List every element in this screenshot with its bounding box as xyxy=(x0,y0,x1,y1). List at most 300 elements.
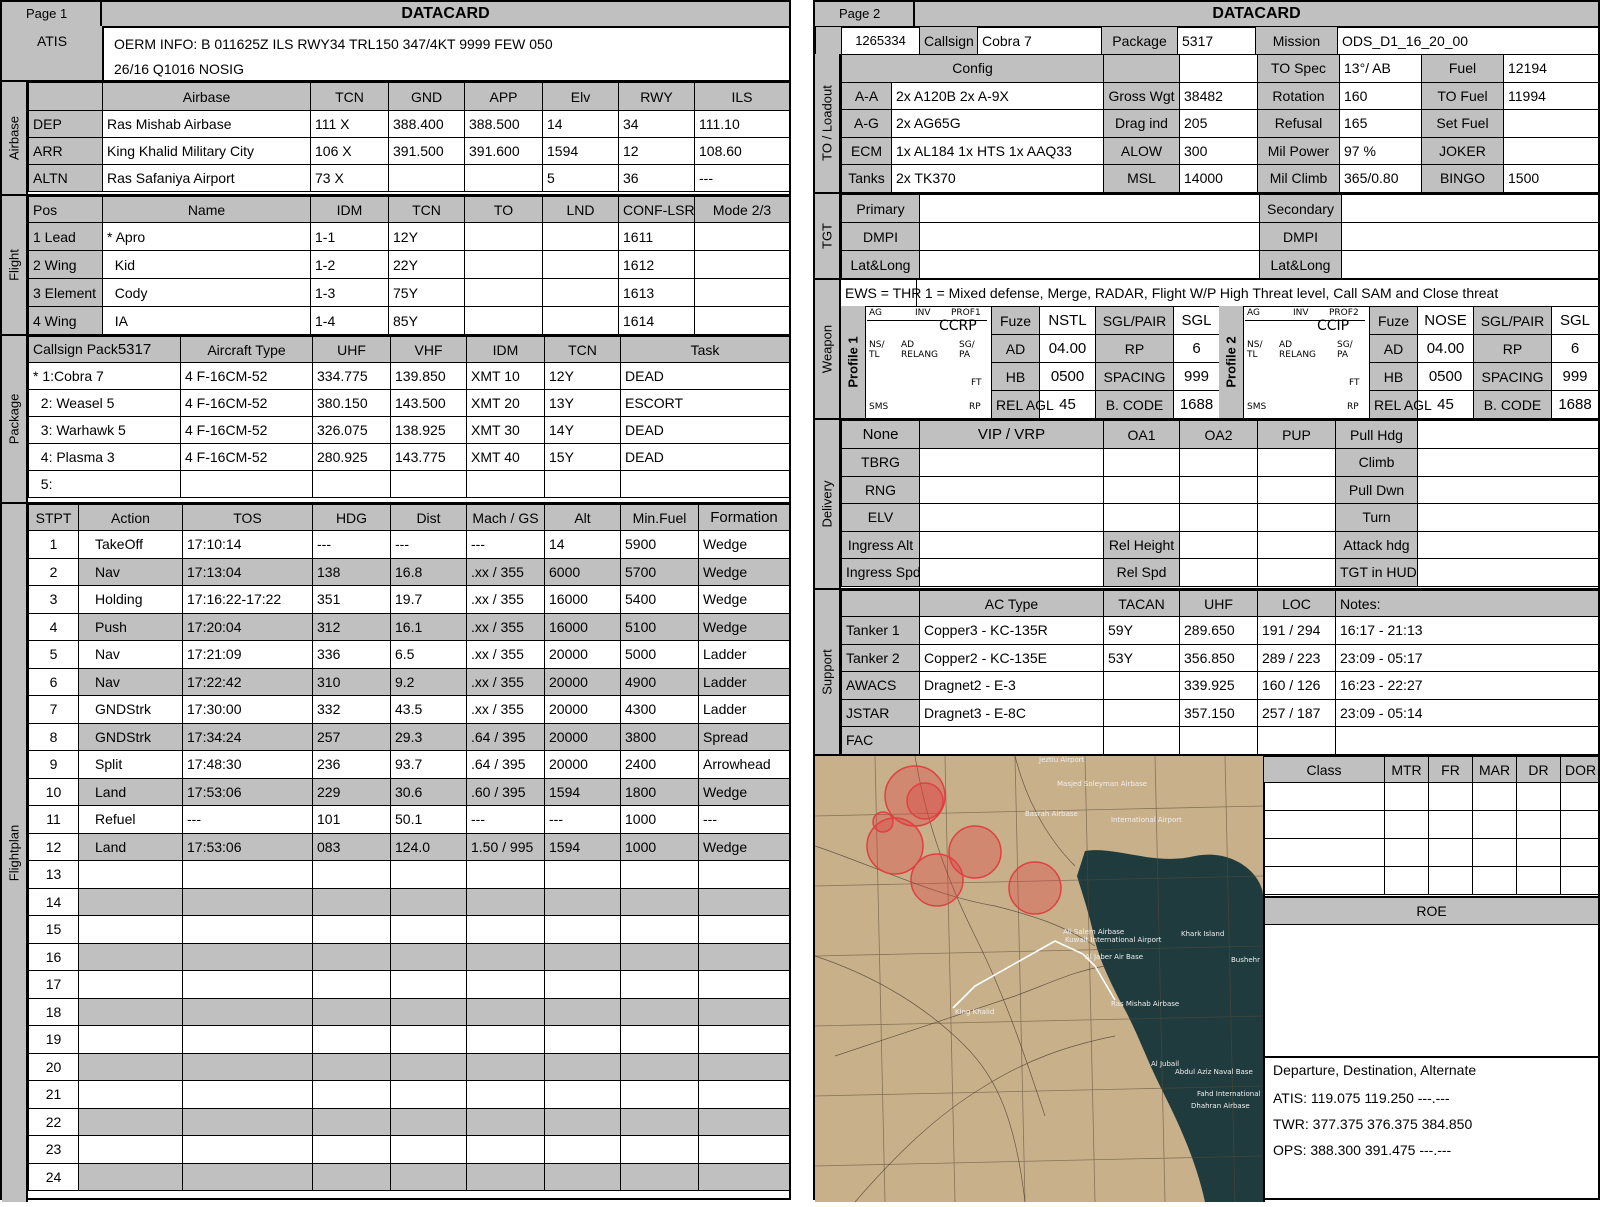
mfd-text-tr: PROF1 xyxy=(951,308,981,318)
table-cell xyxy=(79,1108,183,1136)
table-cell xyxy=(391,1053,467,1081)
table-cell: Ladder xyxy=(699,696,790,724)
table-cell: 4 F-16CM-52 xyxy=(181,363,313,390)
table-cell: 289 / 223 xyxy=(1258,644,1336,672)
loadout-side-text: TO / Loadout xyxy=(819,85,835,161)
table-cell: 16.1 xyxy=(391,613,467,641)
table-cell xyxy=(313,1053,391,1081)
table-cell xyxy=(699,998,790,1026)
table-cell xyxy=(79,1081,183,1109)
mfd-text-r1: SG/ xyxy=(959,340,975,350)
mfd-text-sms: SMS xyxy=(1247,402,1267,412)
table-cell xyxy=(313,943,391,971)
blank-cell xyxy=(1473,839,1517,867)
table-cell: --- xyxy=(695,165,790,192)
table-cell: 351 xyxy=(313,586,391,614)
table-row xyxy=(1370,391,1599,419)
table-cell: ARR xyxy=(29,138,103,165)
blank-cell xyxy=(1180,531,1258,559)
column-header: LOC xyxy=(1258,591,1336,617)
table-cell xyxy=(1104,699,1180,727)
table-row xyxy=(842,165,1599,193)
table-cell xyxy=(391,916,467,944)
column-header: TCN xyxy=(389,197,465,223)
blank-cell xyxy=(1258,531,1336,559)
table-cell: 5: xyxy=(29,471,181,498)
table-row xyxy=(992,307,1220,335)
table-cell: 16.8 xyxy=(391,558,467,586)
table-row xyxy=(842,82,1599,110)
table-row xyxy=(842,531,1599,559)
bcode-label: B. CODE xyxy=(1474,391,1552,419)
table-cell: Push xyxy=(79,613,183,641)
mission-id: 1265334 xyxy=(842,27,920,55)
table-cell: 9 xyxy=(29,751,79,779)
table-cell: DEAD xyxy=(621,363,790,390)
table-row xyxy=(29,1053,790,1081)
table-cell: 391.500 xyxy=(389,138,465,165)
column-header: Elv xyxy=(543,83,619,111)
support-side-text: Support xyxy=(819,649,835,695)
profile-label-text: Profile 2 xyxy=(1223,336,1239,388)
table-cell: 4300 xyxy=(621,696,699,724)
map-label: Al Jaber Air Base xyxy=(1085,953,1144,961)
map-label: Ras Mishab Airbase xyxy=(1111,1000,1180,1008)
table-cell: 1000 xyxy=(621,806,699,834)
table-cell: 93.7 xyxy=(391,751,467,779)
delivery-row-label: RNG xyxy=(842,476,920,504)
blank-cell xyxy=(1258,559,1336,587)
table-cell: MSL xyxy=(1104,165,1180,193)
table-cell: 2400 xyxy=(621,751,699,779)
table-cell: 229 xyxy=(313,778,391,806)
table-cell: Wedge xyxy=(699,586,790,614)
table-cell: 15 xyxy=(29,916,79,944)
table-cell: 12 xyxy=(29,833,79,861)
profile-1 xyxy=(841,306,1219,418)
table-cell: 160 xyxy=(1340,82,1422,110)
table-cell: Tanker 1 xyxy=(842,617,920,645)
table-cell xyxy=(699,1163,790,1191)
sglpair-label: SGL/PAIR xyxy=(1096,307,1174,335)
table-cell: Tanker 2 xyxy=(842,644,920,672)
table-cell: 13°/ AB xyxy=(1340,55,1422,83)
table-cell xyxy=(391,943,467,971)
table-row xyxy=(29,861,790,889)
table-cell: Wedge xyxy=(699,613,790,641)
table-cell: 20000 xyxy=(545,668,621,696)
atis-line-1: OERM INFO: B 011625Z ILS RWY34 TRL150 347/4KT 9999 FEW 050 xyxy=(114,36,553,52)
table-row xyxy=(1264,783,1599,811)
table-cell: Copper3 - KC-135R xyxy=(920,617,1104,645)
hb-value: 0500 xyxy=(1040,363,1096,391)
delivery-table xyxy=(841,420,1599,587)
callsign-pack-label: Callsign Pack xyxy=(33,341,118,357)
table-cell xyxy=(313,998,391,1026)
table-cell: Holding xyxy=(79,586,183,614)
table-cell: 10 xyxy=(29,778,79,806)
table-cell: 16000 xyxy=(545,613,621,641)
atis-line-2: 26/16 Q1016 NOSIG xyxy=(114,61,244,77)
table-cell: FAC xyxy=(842,727,920,755)
table-cell: 20000 xyxy=(545,723,621,751)
table-cell: Ladder xyxy=(699,668,790,696)
delivery-right-label: Turn xyxy=(1336,504,1418,532)
blank-cell xyxy=(1180,504,1258,532)
table-cell xyxy=(1104,672,1180,700)
column-header: MTR xyxy=(1385,757,1429,783)
table-cell xyxy=(313,1081,391,1109)
table-cell xyxy=(183,1136,313,1164)
profile-label xyxy=(1219,306,1244,418)
table-cell: * Apro xyxy=(103,223,311,251)
mfd-rule xyxy=(867,320,987,322)
tgt-side-text: TGT xyxy=(819,223,835,249)
table-cell xyxy=(391,998,467,1026)
table-cell xyxy=(1180,727,1258,755)
table-cell xyxy=(313,1108,391,1136)
table-cell: 50.1 xyxy=(391,806,467,834)
package-label: Package xyxy=(1102,27,1178,55)
table-header-row xyxy=(29,83,790,111)
table-cell: 1-1 xyxy=(311,223,389,251)
table-cell xyxy=(467,861,545,889)
table-header-row xyxy=(842,591,1599,617)
table-cell: .xx / 355 xyxy=(467,696,545,724)
table-cell: Land xyxy=(79,833,183,861)
flight-section xyxy=(2,196,789,336)
table-cell: 23:09 - 05:17 xyxy=(1336,644,1599,672)
table-cell xyxy=(621,888,699,916)
table-cell: 38482 xyxy=(1180,82,1258,110)
table-cell: 21 xyxy=(29,1081,79,1109)
table-cell: 5 xyxy=(29,641,79,669)
table-cell: 34 xyxy=(619,111,695,138)
mfd-text-l1: NS/ xyxy=(869,340,885,350)
table-cell xyxy=(183,1026,313,1054)
table-row xyxy=(29,806,790,834)
table-cell: GNDStrk xyxy=(79,723,183,751)
blank-cell xyxy=(1418,449,1599,477)
package-side-label xyxy=(2,336,28,502)
page-label: Page 2 xyxy=(815,2,915,26)
spacing-label: SPACING xyxy=(1474,363,1552,391)
table-cell xyxy=(467,1053,545,1081)
table-cell: .xx / 355 xyxy=(467,641,545,669)
blank-cell xyxy=(1264,839,1385,867)
table-cell: ALOW xyxy=(1104,137,1180,165)
table-cell xyxy=(695,307,790,335)
column-header: VHF xyxy=(391,337,467,363)
tgt-table xyxy=(841,194,1599,279)
table-row xyxy=(992,391,1220,419)
blank-cell xyxy=(1429,783,1473,811)
primary-label: Primary xyxy=(842,195,920,223)
table-cell: Ras Mishab Airbase xyxy=(103,111,311,138)
blank-cell xyxy=(1418,504,1599,532)
table-cell: --- xyxy=(313,531,391,559)
table-cell: 22 xyxy=(29,1108,79,1136)
table-cell: 380.150 xyxy=(313,390,391,417)
map-label: Khark Island xyxy=(1181,930,1225,938)
secondary-label: Secondary xyxy=(1260,195,1342,223)
table-cell: 101 xyxy=(313,806,391,834)
blank-cell xyxy=(1473,811,1517,839)
table-cell: 19.7 xyxy=(391,586,467,614)
delivery-side-label xyxy=(815,420,841,588)
table-cell: 5000 xyxy=(621,641,699,669)
table-cell: 1594 xyxy=(545,833,621,861)
delivery-row-label: TBRG xyxy=(842,449,920,477)
spacing-value: 999 xyxy=(1174,363,1220,391)
table-cell: XMT 40 xyxy=(467,444,545,471)
table-cell xyxy=(79,1136,183,1164)
table-cell xyxy=(699,1026,790,1054)
blank-cell xyxy=(920,531,1104,559)
table-cell: 17:30:00 xyxy=(183,696,313,724)
table-cell xyxy=(699,1053,790,1081)
table-cell: Refuel xyxy=(79,806,183,834)
table-cell: 391.600 xyxy=(465,138,543,165)
vip-label: VIP / VRP xyxy=(920,421,1104,449)
table-cell xyxy=(621,943,699,971)
column-header: Notes: xyxy=(1336,591,1599,617)
mission-id-table xyxy=(815,26,1599,55)
mfd-text-tm: INV xyxy=(915,308,931,318)
table-cell xyxy=(621,971,699,999)
table-cell: 3800 xyxy=(621,723,699,751)
table-cell xyxy=(465,279,543,307)
blank-cell xyxy=(1561,839,1599,867)
table-cell xyxy=(695,279,790,307)
table-cell: 14 xyxy=(545,531,621,559)
blank-cell xyxy=(816,27,842,55)
table-cell xyxy=(699,971,790,999)
table-cell: TakeOff xyxy=(79,531,183,559)
weapon-section xyxy=(815,280,1598,420)
table-header-row xyxy=(842,421,1599,449)
column-header xyxy=(842,591,920,617)
map-label: Masjed Soleyman Airbase xyxy=(1057,780,1148,788)
table-cell: 16:17 - 21:13 xyxy=(1336,617,1599,645)
blank-cell xyxy=(1258,449,1336,477)
dmpi-value xyxy=(920,223,1260,251)
mfd-display xyxy=(865,306,992,418)
config-label: Config xyxy=(842,55,1104,83)
tgt-side-label xyxy=(815,194,841,278)
table-cell xyxy=(313,471,391,498)
blank-cell xyxy=(1104,476,1180,504)
table-row xyxy=(29,971,790,999)
table-cell xyxy=(467,888,545,916)
table-cell xyxy=(545,888,621,916)
table-cell xyxy=(79,971,183,999)
table-cell: .xx / 355 xyxy=(467,613,545,641)
sglpair-label: SGL/PAIR xyxy=(1474,307,1552,335)
table-cell: 14Y xyxy=(545,417,621,444)
table-cell: 2x TK370 xyxy=(892,165,1104,193)
table-cell: 5400 xyxy=(621,586,699,614)
table-cell xyxy=(391,971,467,999)
table-row xyxy=(29,1081,790,1109)
ad-label: AD xyxy=(1370,335,1418,363)
table-cell: 5900 xyxy=(621,531,699,559)
table-cell xyxy=(699,916,790,944)
table-cell xyxy=(543,307,619,335)
mfd-text-r1: SG/ xyxy=(1337,340,1353,350)
rel-height-label: Rel Height xyxy=(1104,531,1180,559)
table-cell: 2 Wing xyxy=(29,251,103,279)
table-cell xyxy=(79,861,183,889)
column-header: Formation xyxy=(699,505,790,531)
dmpi-label-2: DMPI xyxy=(1260,223,1342,251)
table-cell xyxy=(183,1163,313,1191)
table-cell: 336 xyxy=(313,641,391,669)
column-header: STPT xyxy=(29,505,79,531)
column-header: UHF xyxy=(313,337,391,363)
table-cell xyxy=(1504,137,1599,165)
table-cell: 339.925 xyxy=(1180,672,1258,700)
column-header: IDM xyxy=(467,337,545,363)
column-header: TACAN xyxy=(1104,591,1180,617)
table-cell xyxy=(79,1026,183,1054)
table-cell: .64 / 395 xyxy=(467,751,545,779)
table-cell: 17:10:14 xyxy=(183,531,313,559)
map-label: Bushehr xyxy=(1231,956,1260,964)
table-cell: 14 xyxy=(543,111,619,138)
table-cell: 1800 xyxy=(621,778,699,806)
table-cell: 143.775 xyxy=(391,444,467,471)
table-cell: 106 X xyxy=(311,138,389,165)
table-cell: Drag ind xyxy=(1104,110,1180,138)
table-cell: 12 xyxy=(619,138,695,165)
table-row xyxy=(29,888,790,916)
table-cell xyxy=(621,1053,699,1081)
table-row xyxy=(29,1136,790,1164)
table-cell: Refusal xyxy=(1258,110,1340,138)
airbase-section xyxy=(2,82,789,196)
map-label: Ali Salem Airbase xyxy=(1063,928,1125,936)
table-cell: 59Y xyxy=(1104,617,1180,645)
map-label: Basrah Airbase xyxy=(1025,810,1078,818)
blank-cell xyxy=(1429,839,1473,867)
table-cell: .xx / 355 xyxy=(467,586,545,614)
delivery-right-label: Climb xyxy=(1336,449,1418,477)
blank-cell xyxy=(1104,55,1180,83)
table-cell: 1-2 xyxy=(311,251,389,279)
column-header: APP xyxy=(465,83,543,111)
table-cell: 236 xyxy=(313,751,391,779)
table-cell: Mil Power xyxy=(1258,137,1340,165)
table-cell xyxy=(183,998,313,1026)
table-cell: 19 xyxy=(29,1026,79,1054)
table-cell: TO Spec xyxy=(1258,55,1340,83)
table-cell: 1594 xyxy=(545,778,621,806)
hb-label: HB xyxy=(1370,363,1418,391)
frequency-notes xyxy=(1265,1056,1598,1198)
blank-cell xyxy=(1561,783,1599,811)
table-cell: Fuel xyxy=(1422,55,1504,83)
mfd-text-r2: PA xyxy=(1337,350,1349,360)
mfd-text-ft: FT xyxy=(1349,378,1360,388)
table-cell xyxy=(391,1026,467,1054)
table-row xyxy=(842,55,1599,83)
table-row xyxy=(29,833,790,861)
table-cell: 17:20:04 xyxy=(183,613,313,641)
blank-cell xyxy=(1385,783,1429,811)
table-cell xyxy=(467,1081,545,1109)
mfd-display xyxy=(1243,306,1370,418)
table-cell: Kid xyxy=(103,251,311,279)
table-cell: 20000 xyxy=(545,696,621,724)
map-label: Kuwait International Airport xyxy=(1065,936,1162,944)
callsign-value: Cobra 7 xyxy=(978,27,1102,55)
table-cell: 257 xyxy=(313,723,391,751)
table-cell xyxy=(545,861,621,889)
table-cell xyxy=(313,916,391,944)
mfd-text-sms: SMS xyxy=(869,402,889,412)
table-row xyxy=(842,449,1599,477)
table-cell xyxy=(467,943,545,971)
table-cell: 332 xyxy=(313,696,391,724)
table-cell: Tanks xyxy=(842,165,892,193)
table-cell: 9.2 xyxy=(391,668,467,696)
table-cell: 326.075 xyxy=(313,417,391,444)
table-cell: 2x AG65G xyxy=(892,110,1104,138)
table-cell xyxy=(545,1026,621,1054)
table-cell: 14 xyxy=(29,888,79,916)
table-cell xyxy=(545,1053,621,1081)
table-cell: 23:09 - 05:14 xyxy=(1336,699,1599,727)
ad-value: 04.00 xyxy=(1418,335,1474,363)
table-cell: 111.10 xyxy=(695,111,790,138)
table-cell: 13Y xyxy=(545,390,621,417)
table-cell xyxy=(699,888,790,916)
table-cell xyxy=(465,165,543,192)
table-cell xyxy=(391,1108,467,1136)
table-cell: 17:22:42 xyxy=(183,668,313,696)
flightplan-table xyxy=(28,504,790,1191)
table-cell xyxy=(621,1081,699,1109)
table-cell xyxy=(467,971,545,999)
blank-cell xyxy=(1473,783,1517,811)
table-cell: 36 xyxy=(619,165,695,192)
delivery-right-label: TGT in HUD xyxy=(1336,559,1418,587)
table-cell xyxy=(313,1026,391,1054)
blank-cell xyxy=(1385,811,1429,839)
ad-value: 04.00 xyxy=(1040,335,1096,363)
ews-text: 1 = Mixed defense, Merge, RADAR, Flight W/P High Threat level, Call SAM and Close threat xyxy=(924,285,1499,301)
table-cell: XMT 20 xyxy=(467,390,545,417)
table-cell: 143.500 xyxy=(391,390,467,417)
datacard-page-2 xyxy=(813,0,1600,1200)
mfd-text-mode: CCRP xyxy=(939,318,977,334)
table-row xyxy=(842,727,1599,755)
table-cell: 4 xyxy=(29,613,79,641)
table-row xyxy=(29,1108,790,1136)
table-cell: DEP xyxy=(29,111,103,138)
table-cell xyxy=(920,727,1104,755)
table-row xyxy=(29,390,790,417)
column-header: AC Type xyxy=(920,591,1104,617)
map-label: King Khalid xyxy=(955,1008,995,1016)
delivery-row-label: Ingress Alt xyxy=(842,531,920,559)
table-cell: JOKER xyxy=(1422,137,1504,165)
table-cell: 85Y xyxy=(389,307,465,335)
blank-cell xyxy=(920,449,1104,477)
blank-cell xyxy=(1418,559,1599,587)
table-cell: 16:23 - 22:27 xyxy=(1336,672,1599,700)
